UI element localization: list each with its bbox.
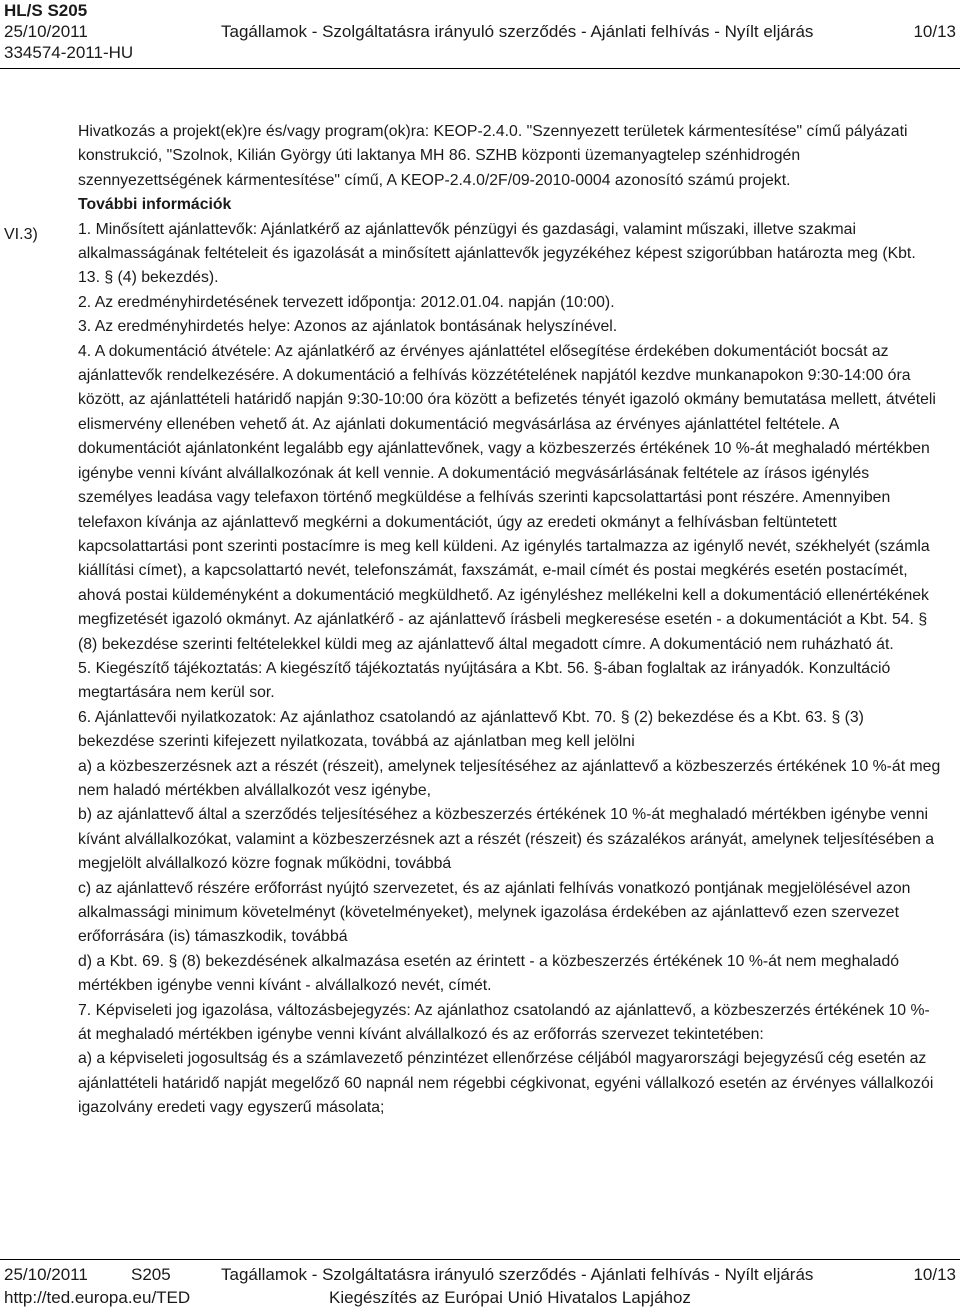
header-date: 25/10/2011 <box>4 22 88 41</box>
info-item: 6. Ajánlattevői nyilatkozatok: Az ajánlathoz csatolandó az ajánlattevő Kbt. 70. § (2) bekezdése és a Kbt. 63. § (3) bekezdése szerinti kifejezett nyilatkozata, továbbá az ajánlatban meg kell jelölni <box>78 708 864 751</box>
footer-code: S205 <box>131 1265 171 1284</box>
section-number: VI.3) <box>4 226 38 243</box>
header-page-number: 10/13 <box>913 22 956 41</box>
section-title: További információk <box>78 196 232 214</box>
info-item: 7. Képviseleti jog igazolása, változásbejegyzés: Az ajánlathoz csatolandó az ajánlattevő, a közbeszerzés értékének 10 %-át meghaladó mértékben igénybe venni kívánt alvállalkozó és az erőforrás szervezet tekintetében: <box>78 1001 930 1044</box>
footer-divider <box>0 1259 960 1260</box>
info-item: 3. Az eredményhirdetés helye: Azonos az ajánlatok bontásának helyszínével. <box>78 318 618 336</box>
footer-url: http://ted.europa.eu/TED <box>4 1288 191 1307</box>
document-body <box>78 120 942 1121</box>
info-item: c) az ajánlattevő részére erőforrást nyújtó szervezetet, és az ajánlati felhívás vonatkozó pontjának megjelölésével azon alkalmassági minimum követelményt (követelményeket), melynek igazolása érdekében az ajánlattevő ezen szervezet erőforrására (is) támaszkodik, továbbá <box>78 879 911 946</box>
footer-publisher: Kiegészítés az Európai Unió Hivatalos Lapjához <box>329 1288 691 1307</box>
info-item: 1. Minősített ajánlattevők: Ajánlatkérő az ajánlattevők pénzügyi és gazdasági, valamint műszaki, illetve szakmai alkalmasságának feltételeit és igazolását a minősített ajánlattevők jegyzékéhez képest szigorúbban határozta meg (Kbt. 13. § (4) bekezdés). <box>78 220 916 287</box>
info-item: d) a Kbt. 69. § (8) bekezdésének alkalmazása esetén az érintett - a közbeszerzés értékének 10 %-át nem meghaladó mértékben igénybe venni kívánt - alvállalkozó nevét, címét. <box>78 952 900 995</box>
info-item: 2. Az eredményhirdetésének tervezett időpontja: 2012.01.04. napján (10:00). <box>78 293 615 311</box>
info-item: b) az ajánlattevő által a szerződés teljesítéséhez a közbeszerzés értékének 10 %-át meghaladó mértékben igénybe venni kívánt alvállalkozókat, valamint a közbeszerzésnek azt a részét (részeit) és százalékos arányát, amelynek teljesítésében a megjelölt alvállalkozó közre fognak működni, továbbá <box>78 806 935 873</box>
info-item: a) a közbeszerzésnek azt a részét (részeit), amelynek teljesítéséhez az ajánlattevő a közbeszerzés értékének 10 %-át meg nem haladó mértékben alvállalkozót vesz igénybe, <box>78 757 941 799</box>
header-title: Tagállamok - Szolgáltatásra irányuló szerződés - Ajánlati felhívás - Nyílt eljárás <box>221 22 814 41</box>
footer-title: Tagállamok - Szolgáltatásra irányuló szerződés - Ajánlati felhívás - Nyílt eljárás <box>221 1265 814 1284</box>
info-item: a) a képviseleti jogosultság és a számlavezető pénzintézet ellenőrzése céljából magyarországi bejegyzésű cég esetén az ajánlattételi határidő napját megelőző 60 napnál nem régebbi cégkivonat, egyéni vállalkozó esetén az érvényes vállalkozói igazolvány eredeti vagy egyszerű másolata; <box>78 1050 934 1117</box>
footer-page-number: 10/13 <box>913 1265 956 1284</box>
footer-date: 25/10/2011 <box>4 1265 88 1284</box>
info-item: 4. A dokumentáció átvétele: Az ajánlatkérő az érvényes ajánlattétel elősegítése érdekében dokumentációt bocsát az ajánlattevők rendelkezésére. A dokumentáció a felhívás közzétételének napjától kezdve munkanapokon 9:30-14:00 óra között, az ajánlattételi határidő napján 9:30-10:00 óra között a befizetés tényét igazoló okmány bemutatása mellett, átvételi elismervény ellenében vehető át. Az ajánlati dokumentáció megvásárlása az érvényes ajánlattétel feltétele. A dokumentációt ajánlatonként legalább egy ajánlattevőnek, vagy a közbeszerzés értékének 10 %-át meghaladó mértékben igénybe venni kívánt alvállalkozónak át kell vennie. A dokumentáció megvásárlásának feltétele az írásos igénylés személyes leadása vagy telefaxon történő megküldése a felhívás szerinti kapcsolattartási pont részére. Amennyiben telefaxon kívánja az ajánlattevő megkérni a dokumentációt, úgy az eredeti okmányt a felhívásban feltüntetett kapcsolattartási pont szerinti postacímre is meg kell küldeni. Az igénylés tartalmazza az igénylő nevét, székhelyét (számla kiállítási címet), a kapcsolattartó nevét, telefonszámát, faxszámát, e-mail címét és postai megkérés esetén postacímét, ahová postai küldeményként a dokumentáció megküldhető. Az igényléshez mellékelni kell a dokumentáció ellenértékének megfizetését igazoló okmányt. Az ajánlatkérő - az ajánlattevő írásbeli megkeresése esetén - a dokumentációt a Kbt. 54. § (8) bekezdése szerinti feltételekkel küldi meg az ajánlattevő által megadott címre. A dokumentáció nem ruházható át. <box>78 342 936 653</box>
page-footer <box>4 1264 956 1310</box>
page-header <box>4 0 956 64</box>
reference-paragraph: Hivatkozás a projekt(ek)re és/vagy program(ok)ra: KEOP-2.4.0. "Szennyezett területek kármentesítése" című pályázati konstrukció, "Szolnok, Kilián György úti laktanya MH 86. SZHB központi üzemanyagtelep szénhidrogén szennyezettségének kármentesítése" című, A KEOP-2.4.0/2F/09-2010-0004 azonosító számú projekt. <box>78 123 908 189</box>
header-divider <box>0 68 960 69</box>
info-item: 5. Kiegészítő tájékoztatás: A kiegészítő tájékoztatás nyújtására a Kbt. 56. §-ában foglaltak az irányadók. Konzultáció megtartására nem kerül sor. <box>78 659 891 702</box>
header-code: HL/S S205 <box>4 1 88 20</box>
header-notice-id: 334574-2011-HU <box>4 43 134 62</box>
